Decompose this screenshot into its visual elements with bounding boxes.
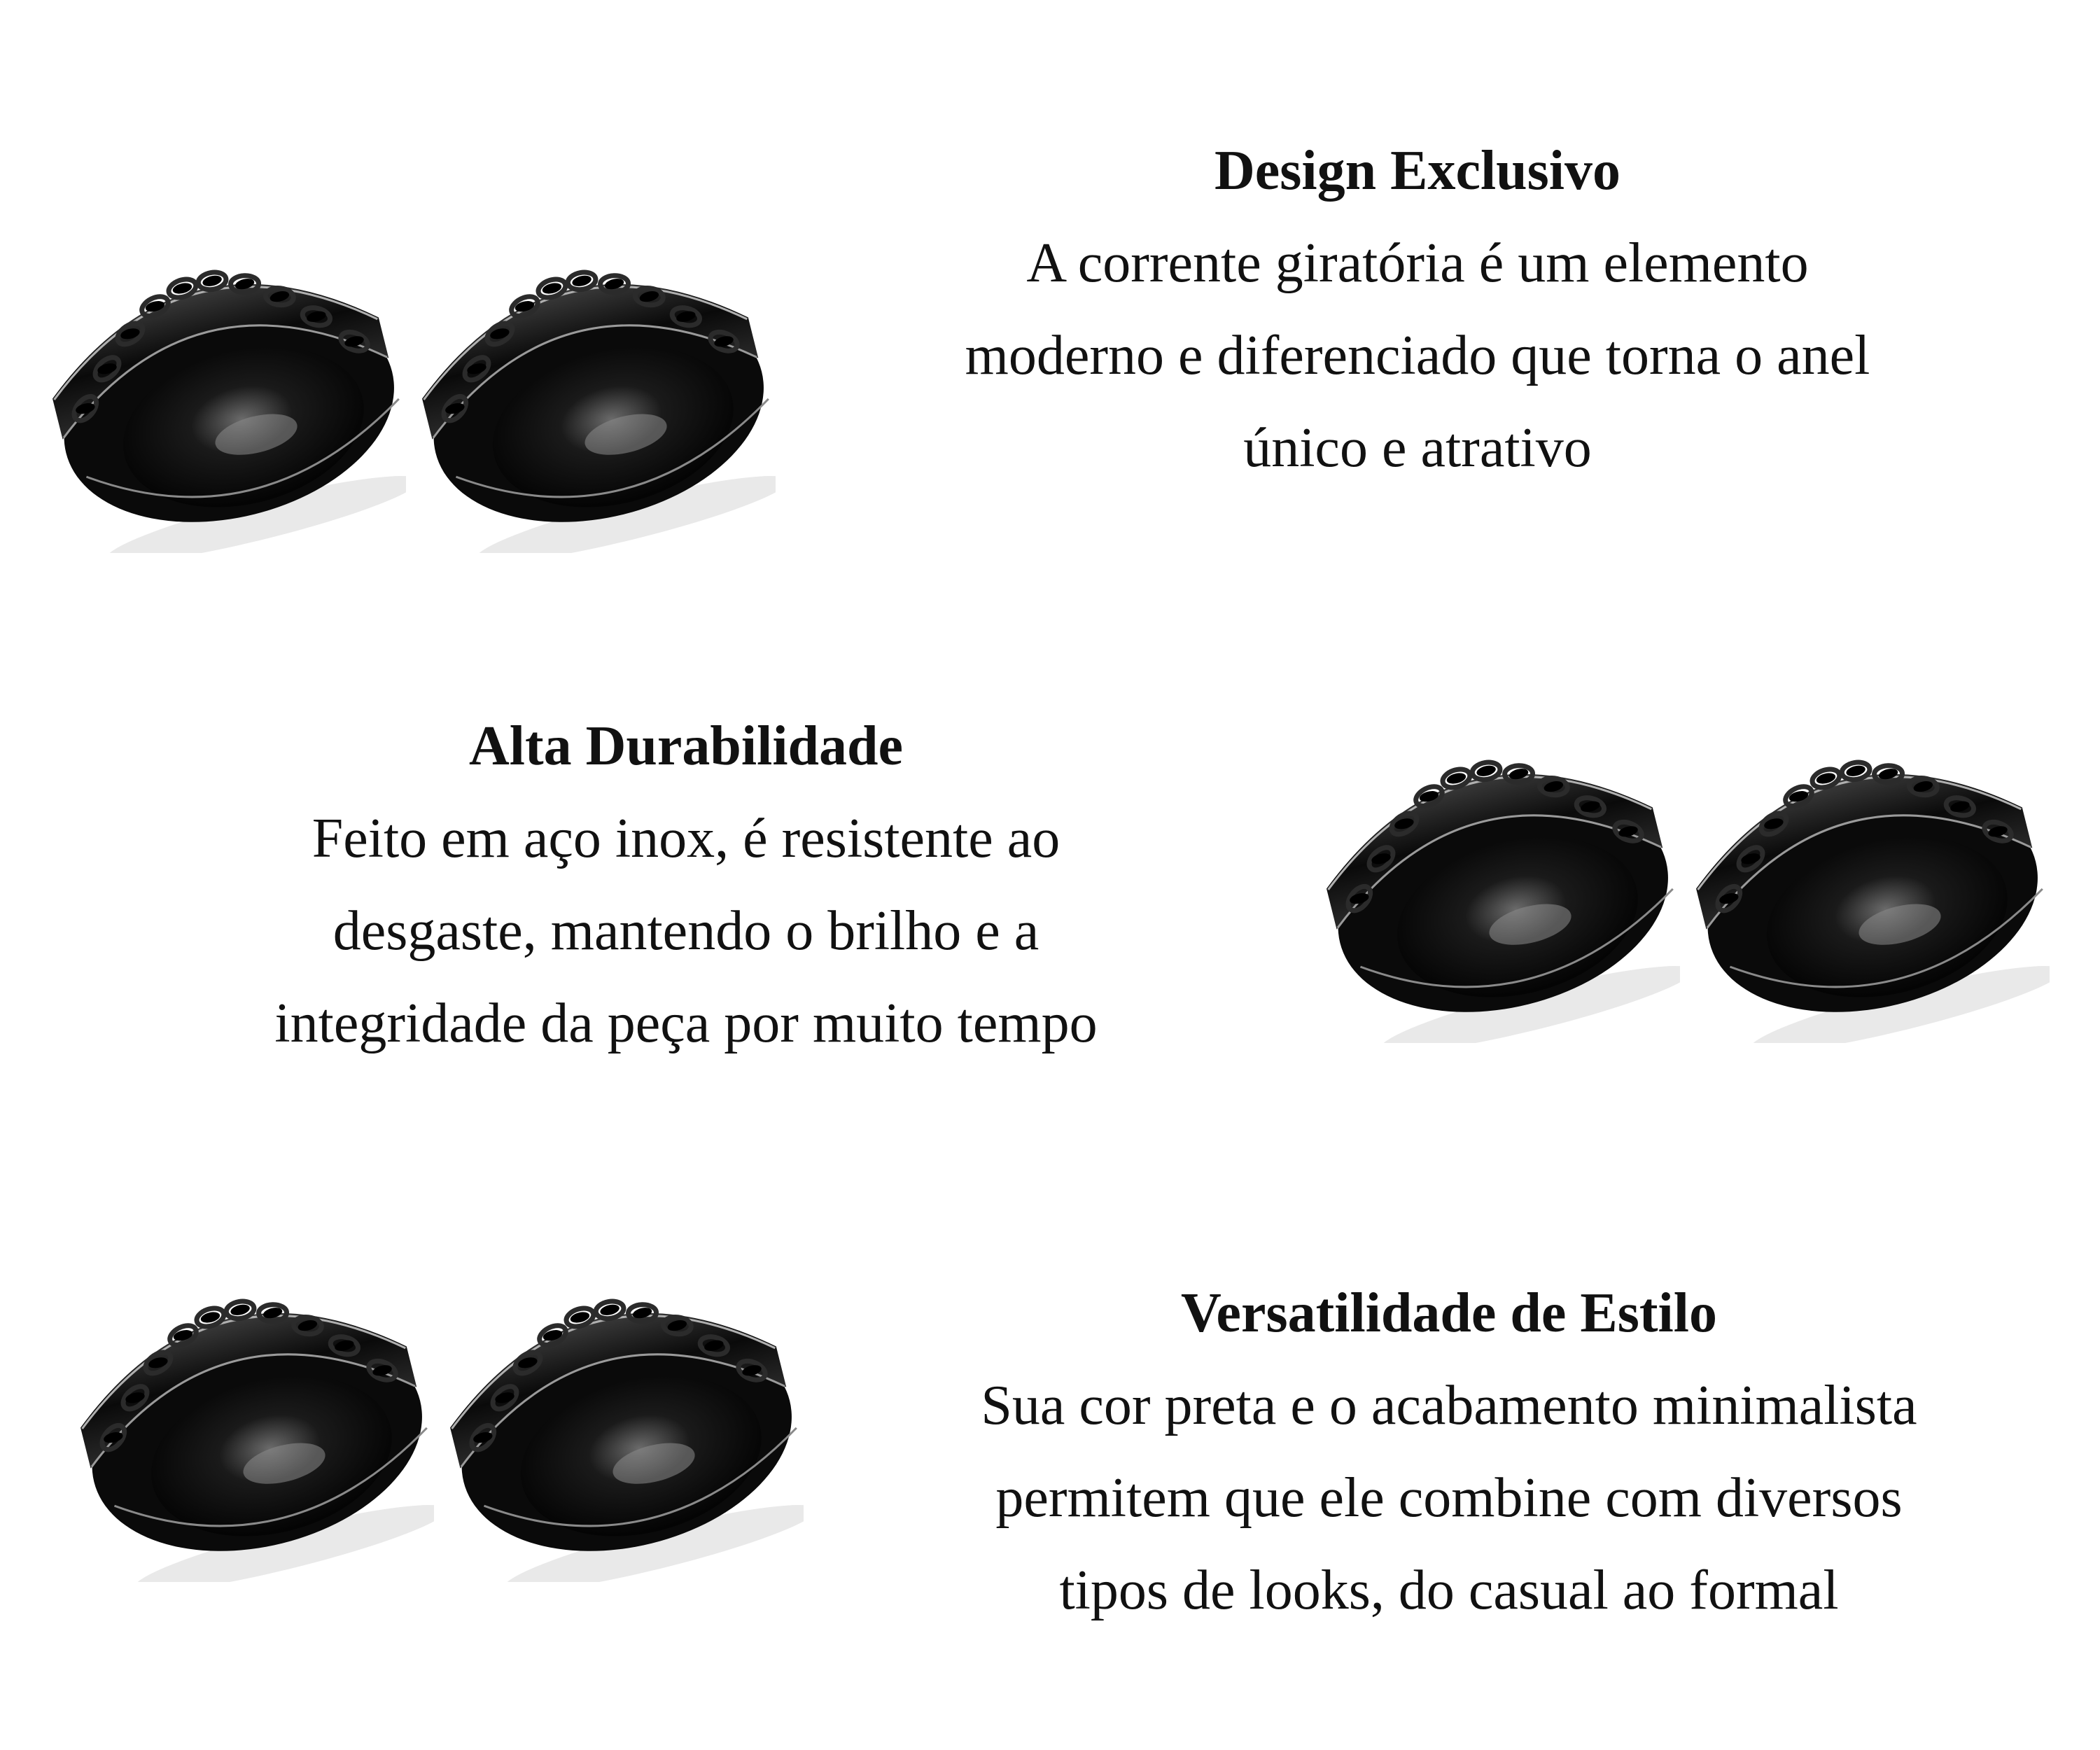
black-chain-ring-icon xyxy=(1316,721,1680,1043)
ring-pair-image xyxy=(42,231,776,553)
feature-description-line: integridade da peça por muito tempo xyxy=(274,993,1098,1054)
feature-description-line: Sua cor preta e o acabamento minimalista xyxy=(981,1375,1917,1436)
black-chain-ring-icon xyxy=(1686,721,2050,1043)
feature-description-line: Feito em aço inox, é resistente ao xyxy=(312,808,1060,869)
feature-title: Versatilidade de Estilo xyxy=(1181,1282,1717,1344)
black-chain-ring-icon xyxy=(42,231,406,553)
feature-alta-durabilidade xyxy=(140,700,1232,1070)
feature-versatilidade-de-estilo xyxy=(826,1267,2072,1637)
feature-description-line: tipos de looks, do casual ao formal xyxy=(1059,1560,1839,1621)
black-chain-ring-icon xyxy=(412,231,776,553)
feature-design-exclusivo xyxy=(826,125,2009,494)
feature-title: Design Exclusivo xyxy=(1214,140,1621,202)
black-chain-ring-icon xyxy=(70,1260,434,1582)
black-chain-ring-icon xyxy=(440,1260,804,1582)
feature-title: Alta Durabilidade xyxy=(468,715,904,777)
feature-description-line: permitem que ele combine com diversos xyxy=(995,1467,1903,1529)
ring-pair-image xyxy=(1316,721,2050,1043)
feature-description-line: desgaste, mantendo o brilho e a xyxy=(332,900,1040,962)
feature-description-line: moderno e diferenciado que torna o anel xyxy=(965,325,1870,386)
feature-description-line: único e atrativo xyxy=(1243,417,1592,479)
ring-pair-image xyxy=(70,1260,804,1582)
feature-description-line: A corrente giratória é um elemento xyxy=(1026,232,1809,294)
